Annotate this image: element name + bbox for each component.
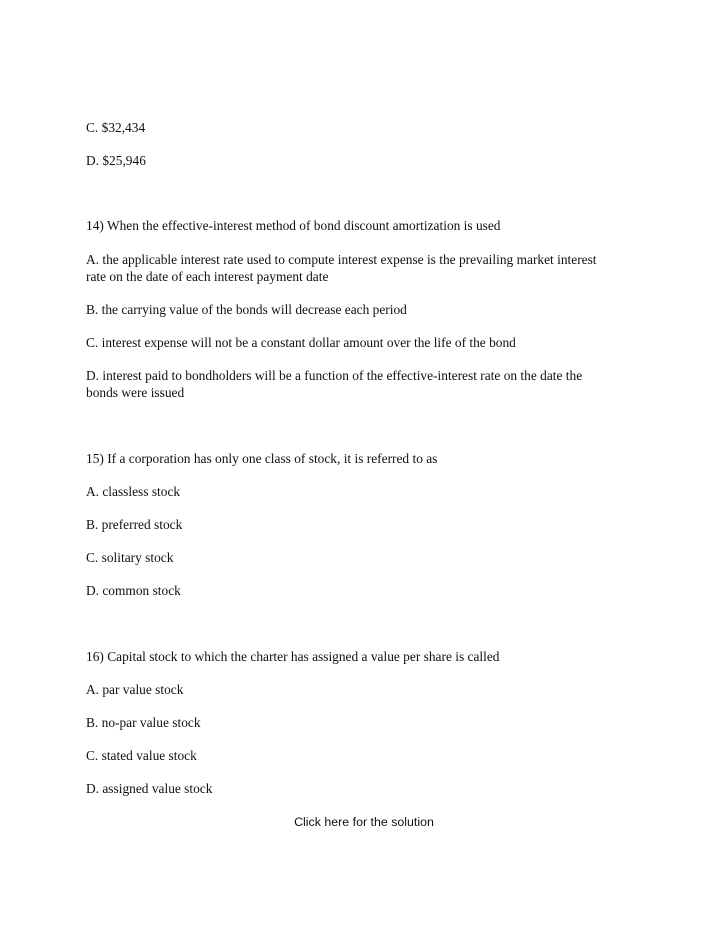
q16-option-a: A. par value stock <box>86 682 184 697</box>
q14-option-a-line1: A. the applicable interest rate used to compute interest expense is the prevailing market interest <box>86 252 597 267</box>
q14-option-a-line2: rate on the date of each interest payment date <box>86 269 329 284</box>
q14-prompt: 14) When the effective-interest method of bond discount amortization is used <box>86 218 501 233</box>
q16-option-b: B. no-par value stock <box>86 715 201 730</box>
q14-option-b: B. the carrying value of the bonds will decrease each period <box>86 302 407 317</box>
q16-prompt: 16) Capital stock to which the charter has assigned a value per share is called <box>86 649 500 664</box>
q15-option-a: A. classless stock <box>86 484 181 499</box>
q15-option-d: D. common stock <box>86 583 181 598</box>
q14-option-d-line2: bonds were issued <box>86 385 185 400</box>
q16-option-c: C. stated value stock <box>86 748 197 763</box>
q16-option-d: D. assigned value stock <box>86 781 213 796</box>
q14-option-c: C. interest expense will not be a constant dollar amount over the life of the bond <box>86 335 516 350</box>
q15-option-b: B. preferred stock <box>86 517 183 532</box>
prev-option-d: D. $25,946 <box>86 153 146 168</box>
solution-link[interactable]: Click here for the solution <box>294 815 434 829</box>
q15-prompt: 15) If a corporation has only one class of stock, it is referred to as <box>86 451 438 466</box>
q14-option-d-line1: D. interest paid to bondholders will be a function of the effective-interest rate on the date the <box>86 368 583 383</box>
q15-option-c: C. solitary stock <box>86 550 174 565</box>
prev-option-c: C. $32,434 <box>86 120 146 135</box>
